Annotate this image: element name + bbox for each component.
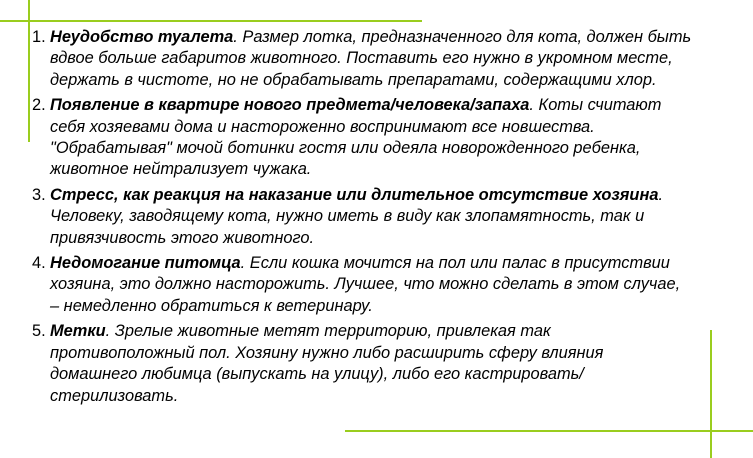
item-number: 1.	[32, 28, 46, 46]
decorative-line-top	[0, 20, 422, 22]
decorative-line-left	[28, 0, 30, 142]
item-text: . Зрелые животные метят территорию, привлекая так противоположный пол. Хозяину нужно либо расширить сферу влияния домашнего любимца (выпускать на улицу), либо его кастрировать/стерилизовать.	[50, 322, 604, 405]
decorative-line-bottom	[345, 430, 753, 432]
item-title: Метки	[50, 322, 106, 341]
list-item	[32, 27, 692, 91]
numbered-list	[32, 27, 692, 411]
item-text: . Размер лотка, предназначенного для кота, должен быть вдвое больше габаритов животного. Поставить его нужно в укромном месте, держать в чистоте, но не обрабатывать препаратами, содержащими хлор.	[50, 28, 692, 89]
item-text: . Если кошка мочится на пол или палас в присутствии хозяина, это должно насторожить. Лучшее, что можно сделать в этом случае, – немедленно обратиться к ветеринару.	[50, 254, 681, 315]
list-item	[32, 321, 692, 407]
decorative-line-right	[710, 330, 712, 458]
item-title: Недомогание питомца	[50, 254, 241, 273]
list-item	[32, 185, 692, 249]
item-title: Появление в квартире нового предмета/человека/запаха	[50, 96, 530, 115]
item-number: 5.	[32, 322, 46, 341]
list-item	[32, 95, 692, 181]
item-title: Стресс, как реакция на наказание или длительное отсутствие хозяина	[50, 185, 659, 204]
list-item	[32, 253, 692, 317]
item-text: . Человеку, заводящему кота, нужно иметь в виду как злопамятность, так и привязчивость этого животного.	[50, 185, 664, 247]
item-number: 4.	[32, 254, 46, 273]
item-number: 3.	[32, 185, 46, 204]
item-text: . Коты считают себя хозяевами дома и настороженно воспринимают все новшества. "Обрабатывая" мочой ботинки гостя или одеяла новорожденного ребенка, животное нейтрализует чужака.	[50, 96, 662, 179]
item-number: 2.	[32, 96, 46, 115]
item-title: Неудобство туалета	[50, 28, 234, 46]
